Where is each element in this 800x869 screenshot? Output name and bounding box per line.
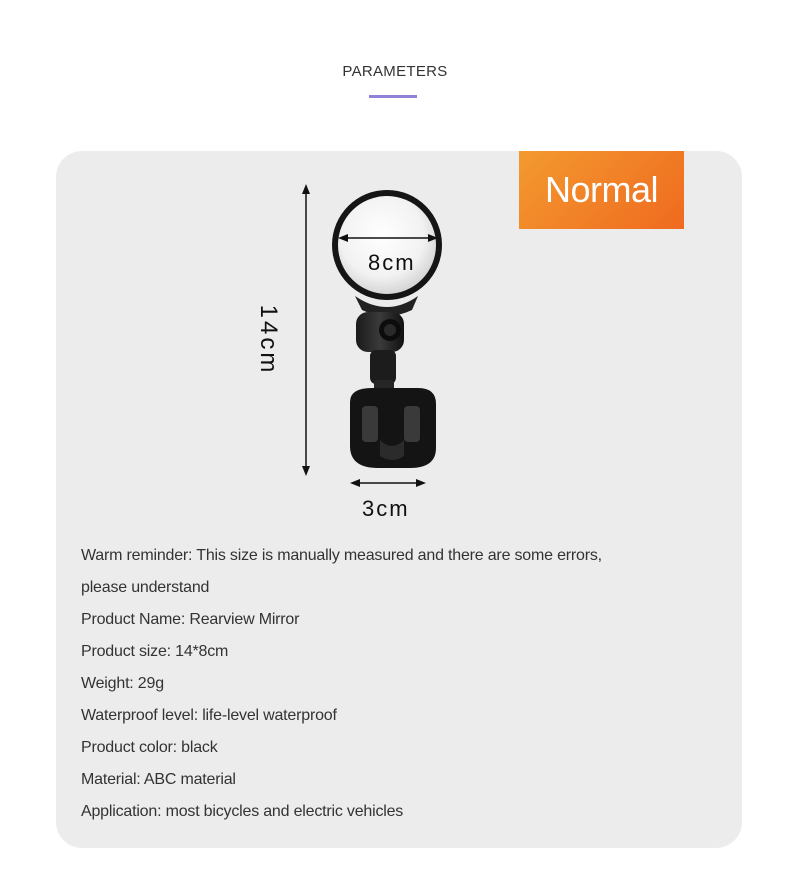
spec-product-name: Product Name: Rearview Mirror <box>81 611 300 628</box>
spec-waterproof: Waterproof level: life-level waterproof <box>81 707 337 724</box>
section-title: PARAMETERS <box>342 63 448 80</box>
base-width-arrow <box>350 479 426 487</box>
normal-badge: Normal <box>519 151 684 229</box>
warm-reminder-line1: Warm reminder: This size is manually measured and there are some errors, <box>81 547 602 564</box>
handlebar-clamp <box>350 388 436 468</box>
spec-weight: Weight: 29g <box>81 675 164 692</box>
spec-application: Application: most bicycles and electric vehicles <box>81 803 404 820</box>
spec-product-size: Product size: 14*8cm <box>81 643 229 660</box>
mirror-width-label: 8cm <box>368 250 416 275</box>
spec-color: Product color: black <box>81 739 218 756</box>
swivel-joint <box>356 312 404 396</box>
height-label: 14cm <box>255 304 282 376</box>
spec-material: Material: ABC material <box>81 771 236 788</box>
base-width-label: 3cm <box>362 496 410 521</box>
warm-reminder-line2: please understand <box>81 579 210 596</box>
height-arrow <box>302 184 310 476</box>
spec-list <box>81 540 721 828</box>
